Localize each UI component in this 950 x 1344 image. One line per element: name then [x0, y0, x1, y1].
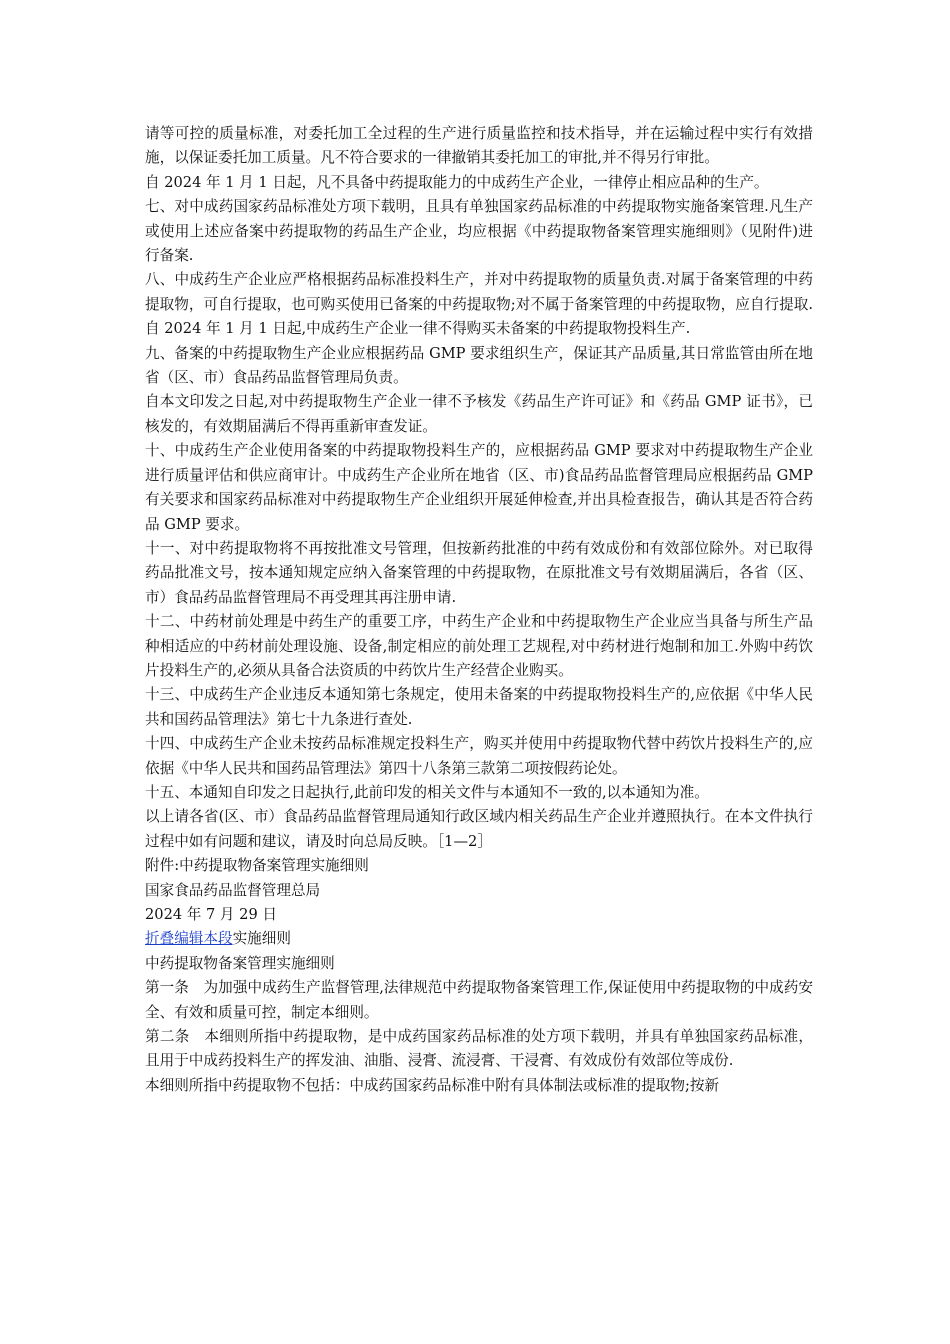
- paragraph: 九、备案的中药提取物生产企业应根据药品 GMP 要求组织生产，保证其产品质量,其日常监管由所在地省（区、市）食品药品监督管理局负责。: [145, 344, 813, 387]
- paragraph: 十四、中成药生产企业未按药品标准规定投料生产，购买并使用中药提取物代替中药饮片投料生产的,应依据《中华人民共和国药品管理法》第四十八条第三款第二项按假药论处。: [145, 735, 813, 777]
- paragraph: 十、中成药生产企业使用备案的中药提取物投料生产的，应根据药品 GMP 要求对中药提取物生产企业进行质量评估和供应商审计。中成药生产企业所在地省（区、市)食品药品监督管理局应根据药品 GMP 有关要求和国家药品标准对中药提取物生产企业组织开展延伸检查,并出具检查报告，确认其是否符合药品 GMP 要求。: [145, 442, 813, 533]
- document-body: [145, 122, 813, 1098]
- paragraph: 十五、本通知自印发之日起执行,此前印发的相关文件与本通知不一致的,以本通知为准。: [145, 783, 709, 801]
- paragraph: 自 2024 年 1 月 1 日起，凡不具备中药提取能力的中成药生产企业，一律停止相应品种的生产。: [145, 173, 769, 191]
- paragraph: 本细则所指中药提取物不包括：中成药国家药品标准中附有具体制法或标准的提取物;按新: [145, 1076, 720, 1094]
- rules-title: 中药提取物备案管理实施细则: [145, 954, 335, 972]
- attachment-line: 附件:中药提取物备案管理实施细则: [145, 857, 369, 875]
- paragraph: 以上请各省(区、市）食品药品监督管理局通知行政区域内相关药品生产企业并遵照执行。在本文件执行过程中如有问题和建议，请及时向总局反映。［1—2］: [145, 808, 813, 850]
- section-title: 实施细则: [232, 930, 291, 948]
- collapse-edit-section-link[interactable]: 折叠编辑本段: [145, 930, 233, 948]
- paragraph: 请等可控的质量标准，对委托加工全过程的生产进行质量监控和技术指导，并在运输过程中实行有效措施，以保证委托加工质量。凡不符合要求的一律撤销其委托加工的审批,并不得另行审批。: [145, 125, 813, 167]
- paragraph: 十二、中药材前处理是中药生产的重要工序，中药生产企业和中药提取物生产企业应当具备与所生产品种相适应的中药材前处理设施、设备,制定相应的前处理工艺规程,对中药材进行炮制和加工.外购中药饮片投料生产的,必须从具备合法资质的中药饮片生产经营企业购买。: [145, 613, 813, 679]
- paragraph: 七、对中成药国家药品标准处方项下载明，且具有单独国家药品标准的中药提取物实施备案管理.凡生产或使用上述应备案中药提取物的药品生产企业，均应根据《中药提取物备案管理实施细则》（见附件)进行备案.: [145, 198, 813, 265]
- article-2: 第二条 本细则所指中药提取物，是中成药国家药品标准的处方项下载明，并具有单独国家药品标准，且用于中成药投料生产的挥发油、油脂、浸膏、流浸膏、干浸膏、有效成份有效部位等成份.: [145, 1028, 813, 1070]
- issuing-authority: 国家食品药品监督管理总局: [145, 881, 321, 899]
- issue-date: 2024 年 7 月 29 日: [145, 906, 277, 923]
- paragraph: 十一、对中药提取物将不再按批准文号管理，但按新药批准的中药有效成份和有效部位除外。对已取得药品批准文号，按本通知规定应纳入备案管理的中药提取物，在原批准文号有效期届满后，各省（区、市）食品药品监督管理局不再受理其再注册申请.: [145, 539, 813, 606]
- section-heading: [145, 927, 813, 951]
- paragraph: 自本文印发之日起,对中药提取物生产企业一律不予核发《药品生产许可证》和《药品 GMP 证书》，已核发的，有效期届满后不得再重新审查发证。: [145, 393, 813, 435]
- paragraph: 八、中成药生产企业应严格根据药品标准投料生产，并对中药提取物的质量负责.对属于备案管理的中药提取物，可自行提取，也可购买使用已备案的中药提取物;对不属于备案管理的中药提取物，应自行提取.自 2024 年 1 月 1 日起,中成药生产企业一律不得购买未备案的中药提取物投料生产.: [145, 271, 813, 338]
- article-1: 第一条 为加强中成药生产监督管理,法律规范中药提取物备案管理工作,保证使用中药提取物的中成药安全、有效和质量可控，制定本细则。: [145, 979, 813, 1021]
- paragraph: 十三、中成药生产企业违反本通知第七条规定，使用未备案的中药提取物投料生产的,应依据《中华人民共和国药品管理法》第七十九条进行查处.: [145, 686, 813, 728]
